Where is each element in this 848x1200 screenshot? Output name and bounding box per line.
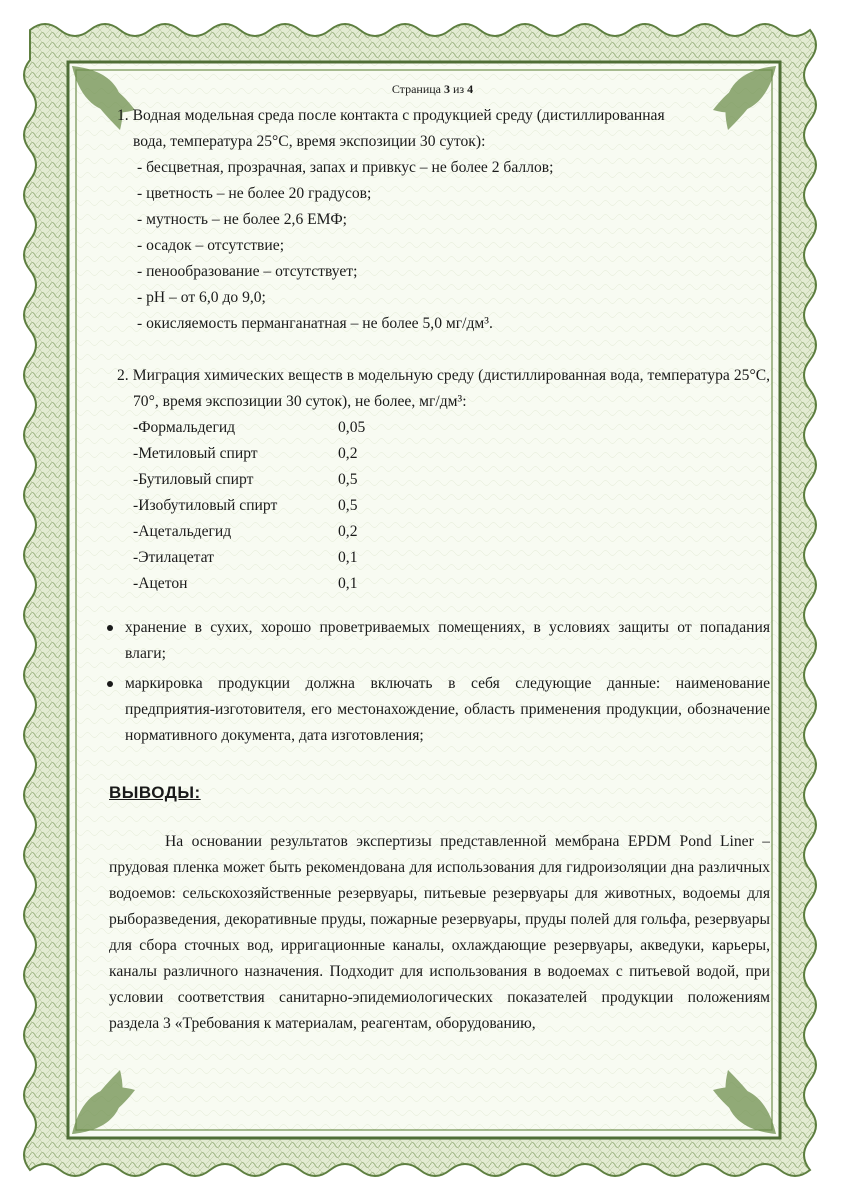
document-body <box>95 78 770 1108</box>
substance-value: 0,1 <box>338 575 358 592</box>
substance-name: -Изобутиловый спирт <box>133 497 278 514</box>
table-row <box>133 441 365 467</box>
section-2-heading: 2. Миграция химических веществ в модельную среду (дистиллированная вода, температура 25°С, 70°, время экспозиции 30 суток), не более, мг/дм³: <box>117 367 770 410</box>
list-item: - pH – от 6,0 до 9,0; <box>137 289 266 306</box>
substance-name: -Бутиловый спирт <box>133 471 254 488</box>
page-separator: из <box>452 82 465 96</box>
migration-table <box>133 415 365 597</box>
substance-name: -Формальдегид <box>133 419 236 436</box>
substance-value: 0,1 <box>338 549 358 566</box>
list-item: - окисляемость перманганатная – не более 5,0 мг/дм³. <box>137 315 493 332</box>
section-1-heading <box>117 103 770 155</box>
list-item: - пенообразование – отсутствует; <box>137 263 358 280</box>
page-total: 4 <box>467 82 474 96</box>
conclusions-heading: ВЫВОДЫ: <box>109 783 201 802</box>
substance-name: -Этилацетат <box>133 549 214 566</box>
section-1-line-1: 1. Водная модельная среда после контакта с продукцией среду (дистиллированная <box>117 107 665 124</box>
conclusions-text: На основании результатов экспертизы представленной мембрана EPDM Pond Liner – прудовая пленка может быть рекомендована для использования для гидроизоляции дна различных водоемов: сельскохозяйственные резервуары, питьевые резервуары для животных, водоемы для рыборазведения, декоративные пруды, пожарные резервуары, пруды полей для гольфа, резервуары для сбора сточных вод, ирригационные каналы, охлаждающие резервуары, акведуки, карьеры, каналы различного назначения. Подходит для использования в водоемах с питьевой водой, при условии соответствия санитарно-эпидемиологических показателей продукции положениям раздела 3 «Требования к материалам, реагентам, оборудованию, <box>109 833 770 1032</box>
bullet-icon <box>107 625 113 631</box>
table-row <box>133 571 365 597</box>
table-row <box>133 519 365 545</box>
table-row <box>133 545 365 571</box>
bullet-text: маркировка продукции должна включать в себя следующие данные: наименование предприятия-изготовителя, его местонахождение, область применения продукции, обозначение нормативного документа, дата изготовления; <box>125 675 770 744</box>
list-item: - мутность – не более 2,6 ЕМФ; <box>137 211 347 228</box>
list-item: - цветность – не более 20 градусов; <box>137 185 372 202</box>
table-row <box>133 493 365 519</box>
substance-name: -Ацетон <box>133 575 188 592</box>
table-row <box>133 467 365 493</box>
section-1-line-2: вода, температура 25°С, время экспозиции 30 суток): <box>133 133 486 150</box>
substance-name: -Ацетальдегид <box>133 523 232 540</box>
substance-value: 0,5 <box>338 497 358 514</box>
bullet-item <box>95 671 770 749</box>
table-row <box>133 415 365 441</box>
substance-name: -Метиловый спирт <box>133 445 258 462</box>
bullet-icon <box>107 681 113 687</box>
page-label: Страница <box>391 82 441 96</box>
list-item: - бесцветная, прозрачная, запах и привкус – не более 2 баллов; <box>137 159 554 176</box>
substance-value: 0,2 <box>338 523 358 540</box>
substance-value: 0,2 <box>338 445 358 462</box>
substance-value: 0,05 <box>338 419 366 436</box>
page-current: 3 <box>443 82 450 96</box>
section-1-list <box>95 155 770 337</box>
bullet-list <box>95 615 770 749</box>
substance-value: 0,5 <box>338 471 358 488</box>
bullet-item <box>95 615 770 667</box>
bullet-text: хранение в сухих, хорошо проветриваемых помещениях, в условиях защиты от попадания влаги; <box>125 619 770 662</box>
page-number <box>95 82 770 97</box>
list-item: - осадок – отсутствие; <box>137 237 285 254</box>
